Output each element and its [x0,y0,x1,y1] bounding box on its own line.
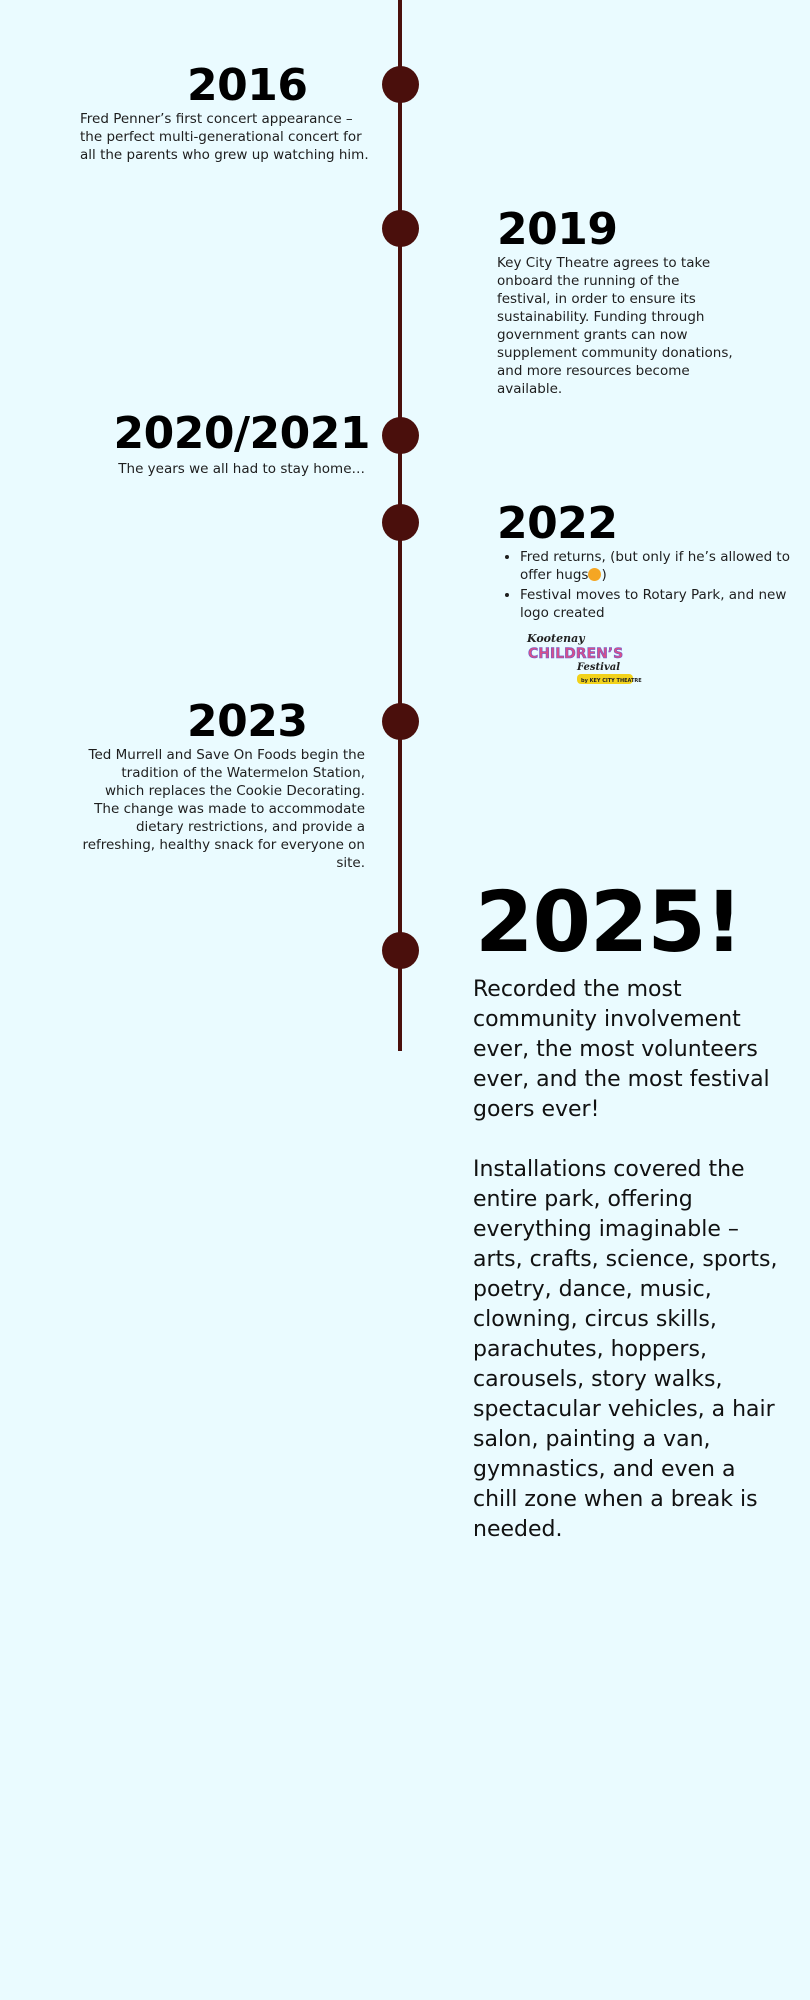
list-item: • Festival moves to Rotary Park, and new logo created [520,586,810,622]
logo-line-byline: by KEY CITY THEATRE [581,678,642,684]
year-2025-heading: 2025! [475,873,743,971]
logo-line-childrens: CHILDREN’S [528,646,624,662]
event-2016-text: Fred Penner’s first concert appearance – the perfect multi-generational concert for all the parents who grew up watching him. [80,111,369,163]
year-2023-heading: 2023 [187,696,308,747]
logo-line-festival: Festival [577,662,621,673]
event-2023-text: Ted Murrell and Save On Foods begin the tradition of the Watermelon Station, which replaces the Cookie Decorating. The change was made to accommodate dietary restrictions, and provide a refreshing, healthy snack for everyone on site. [82,747,365,871]
event-2020-2021-text: The years we all had to stay home… [118,461,365,477]
logo-line-kootenay: Kootenay [527,632,585,645]
bullet-text: Fred returns, (but only if he’s allowed to offer hugs [520,549,790,583]
hugging-face-icon [588,568,601,581]
timeline-dot-2023 [382,703,419,740]
event-2025-paragraph-1: Recorded the most community involvement ever, the most volunteers ever, and the most festival goers ever! [473,977,770,1122]
year-2016-heading: 2016 [187,60,308,111]
timeline-dot-2019 [382,210,419,247]
timeline-dot-2020 [382,417,419,454]
festival-logo [527,629,642,687]
event-2025-paragraph-2: Installations covered the entire park, offering everything imaginable – arts, crafts, science, sports, poetry, dance, music, clowning, circus skills, parachutes, hoppers, carousels, story walks, spectacular vehicles, a hair salon, painting a van, gymnastics, and even a chill zone when a break is needed. [473,1157,778,1542]
year-2022-heading: 2022 [497,498,618,549]
list-item [520,548,810,584]
year-2019-heading: 2019 [497,204,618,255]
timeline-dot-2016 [382,66,419,103]
timeline-dot-2025 [382,932,419,969]
event-2022-list [498,548,810,624]
year-2020-2021-heading: 2020/2021 [113,408,370,459]
event-2019-text: Key City Theatre agrees to take onboard the running of the festival, in order to ensure its sustainability. Funding through government grants can now supplement community donations, and more resources become available. [497,255,733,397]
timeline-dot-2022 [382,504,419,541]
bullet-text-end: ) [601,567,607,583]
